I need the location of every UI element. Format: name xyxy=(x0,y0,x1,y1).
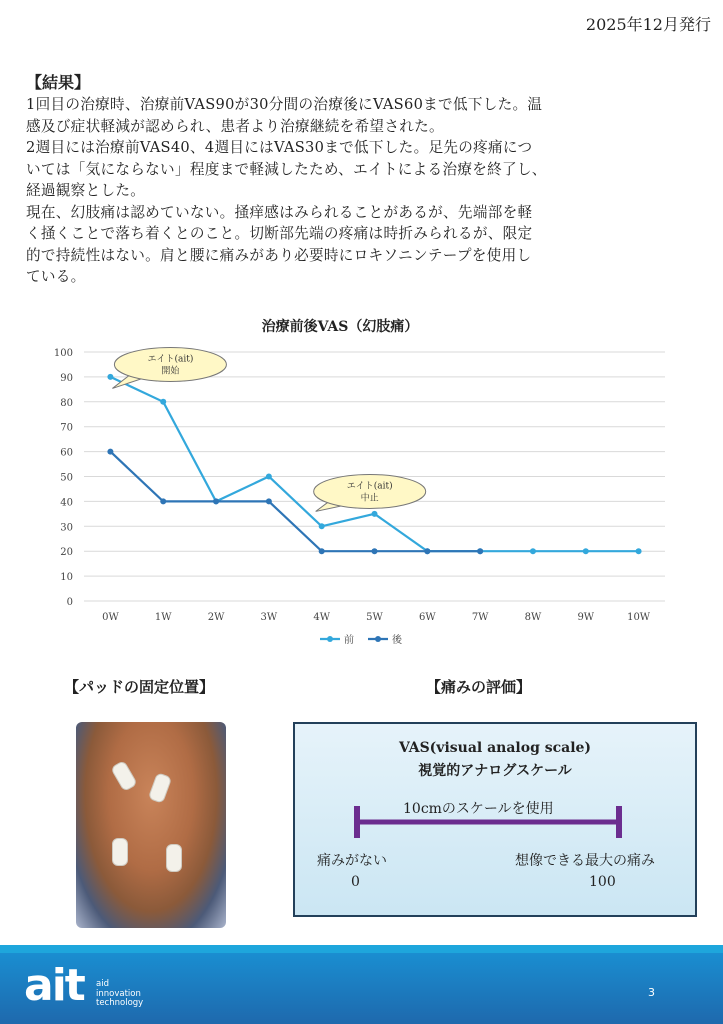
issue-date: 2025年12月発行 xyxy=(585,15,711,34)
annotation-text: 中止 xyxy=(360,493,379,504)
pad-placement-photo xyxy=(76,722,226,928)
x-tick-label: 2W xyxy=(207,612,225,623)
annotation-text: 開始 xyxy=(161,366,180,377)
results-line: 経過観察とした。 xyxy=(26,182,146,199)
y-tick-label: 30 xyxy=(60,522,73,534)
data-point xyxy=(424,548,430,554)
vas-subtitle: 視覚的アナログスケール xyxy=(418,763,572,779)
electrode-pad xyxy=(110,760,138,792)
results-line: いては「気にならない」程度まで軽減したため、エイトによる治療を終了し、 xyxy=(26,160,547,178)
results-line: く掻くことで落ち着くとのこと。切断部先端の疼痛は時折みられるが、限定 xyxy=(26,225,533,242)
y-tick-label: 40 xyxy=(60,497,73,509)
y-tick-label: 10 xyxy=(60,572,73,584)
results-line: 2週目には治療前VAS40、4週目にはVAS30まで低下した。足先の疼痛につ xyxy=(26,139,533,156)
data-point xyxy=(530,548,536,554)
x-tick-label: 5W xyxy=(366,612,383,623)
legend-marker xyxy=(375,636,381,642)
logo-sub-line: technology xyxy=(96,998,144,1008)
y-tick-label: 0 xyxy=(66,597,73,608)
annotation-text: エイト(ait) xyxy=(346,481,393,492)
legend-marker xyxy=(327,636,333,642)
pad-position-label: 【パッドの固定位置】 xyxy=(64,678,215,696)
electrode-pad xyxy=(148,772,173,804)
data-point xyxy=(319,548,325,554)
footer-accent-stripe xyxy=(0,945,723,953)
data-point xyxy=(636,548,642,554)
vas-right-value: 100 xyxy=(589,874,616,890)
electrode-pad xyxy=(166,844,182,872)
results-heading: 【結果】 xyxy=(26,73,91,92)
electrode-pad xyxy=(112,838,128,866)
results-line: 感及び症状軽減が認められ、患者より治療継続を希望された。 xyxy=(26,117,444,135)
logo-sub-line: innovation xyxy=(96,988,141,999)
logo-sub-line: aid xyxy=(96,979,109,989)
pain-evaluation-label: 【痛みの評価】 xyxy=(426,678,532,696)
data-point xyxy=(107,449,113,455)
ait-logo: ait xyxy=(24,960,84,1011)
vas-chart-svg xyxy=(40,312,680,657)
data-point xyxy=(372,548,378,554)
y-tick-label: 20 xyxy=(60,547,73,559)
annotation-text: エイト(ait) xyxy=(147,354,194,365)
data-point xyxy=(372,511,378,517)
y-tick-label: 90 xyxy=(60,372,73,384)
x-tick-label: 10W xyxy=(627,612,651,623)
vas-scale-note: 10cmのスケールを使用 xyxy=(403,801,554,817)
vas-left-value: 0 xyxy=(351,874,360,890)
vas-title: VAS(visual analog scale) xyxy=(398,740,592,756)
data-point xyxy=(477,548,483,554)
ait-logo-subtitle xyxy=(96,980,143,1009)
vas-scale-bar xyxy=(351,804,629,840)
data-point xyxy=(583,548,589,554)
data-point xyxy=(266,498,272,504)
data-point xyxy=(213,498,219,504)
vas-left-label: 痛みがない xyxy=(317,853,387,869)
series-line-before xyxy=(110,377,638,551)
y-tick-label: 70 xyxy=(60,422,73,434)
data-point xyxy=(160,399,166,405)
y-tick-label: 100 xyxy=(53,348,73,359)
x-tick-label: 1W xyxy=(154,612,172,623)
data-point xyxy=(107,374,113,380)
x-tick-label: 8W xyxy=(524,612,542,623)
vas-right-label: 想像できる最大の痛み xyxy=(515,853,655,869)
results-line: ている。 xyxy=(26,268,86,285)
x-tick-label: 0W xyxy=(102,612,119,623)
x-tick-label: 4W xyxy=(313,612,331,623)
vas-explainer-box xyxy=(293,722,697,917)
results-line: 的で持続性はない。肩と腰に痛みがあり必要時にロキソニンテープを使用し xyxy=(26,246,532,264)
y-tick-label: 50 xyxy=(60,472,73,484)
results-line: 1回目の治療時、治療前VAS90が30分間の治療後にVAS60まで低下した。温 xyxy=(26,96,543,113)
chart-title: 治療前後VAS（幻肢痛） xyxy=(261,319,419,335)
data-point xyxy=(319,523,325,529)
x-tick-label: 7W xyxy=(471,612,489,623)
x-tick-label: 6W xyxy=(418,612,436,623)
data-point xyxy=(266,474,272,480)
x-tick-label: 9W xyxy=(577,612,595,623)
x-tick-label: 3W xyxy=(260,612,278,623)
page-number: 3 xyxy=(648,986,655,999)
data-point xyxy=(160,498,166,504)
results-line: 現在、幻肢痛は認めていない。掻痒感はみられることがあるが、先端部を軽 xyxy=(26,203,533,221)
results-body xyxy=(26,94,686,288)
legend-label: 後 xyxy=(392,635,402,646)
vas-chart xyxy=(40,312,680,657)
y-tick-label: 60 xyxy=(60,447,73,459)
y-tick-label: 80 xyxy=(60,397,73,409)
legend-label: 前 xyxy=(344,635,354,646)
